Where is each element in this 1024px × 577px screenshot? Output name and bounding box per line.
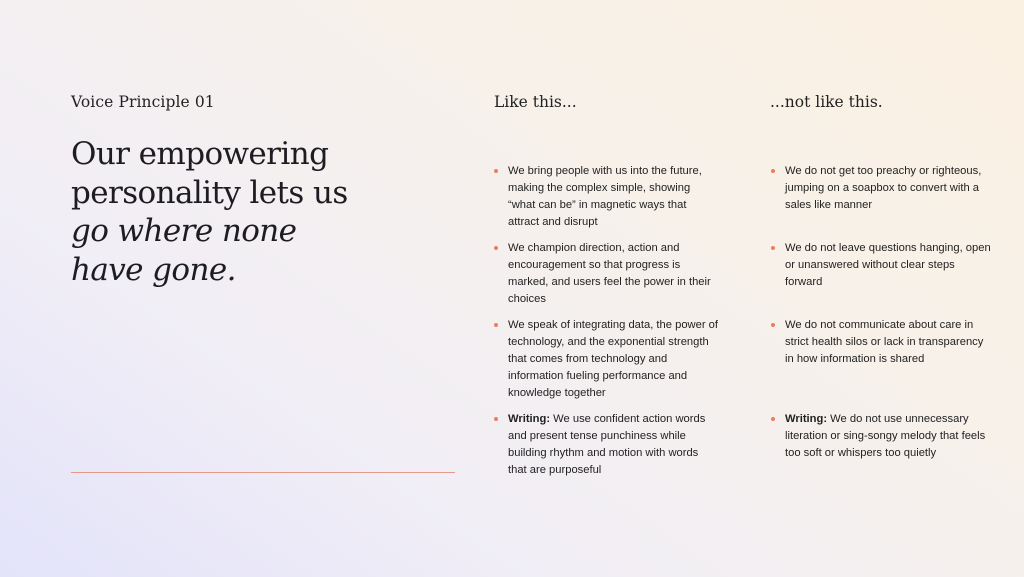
like-item	[494, 163, 720, 231]
bullet-icon	[494, 169, 498, 173]
principle-headline	[71, 135, 371, 289]
item-text: We use confident action words and present tense punchiness while building rhythm and motion with words that are purposeful	[508, 413, 706, 476]
bullet-icon	[771, 417, 775, 421]
not-like-item	[771, 163, 995, 214]
not-like-item	[771, 411, 995, 462]
item-text: We speak of integrating data, the power of technology, and the exponential strength that comes from technology and information fueling performance and knowledge together	[508, 319, 719, 399]
item-text: We do not use unnecessary literation or sing-songy melody that feels too soft or whispers too quietly	[785, 413, 986, 459]
bullet-icon	[771, 323, 775, 327]
headline-plain: Our empowering personality lets us	[71, 136, 348, 211]
bullet-icon	[771, 246, 775, 250]
section-divider	[71, 472, 455, 473]
like-item	[494, 411, 720, 479]
like-item	[494, 240, 720, 308]
item-text: We champion direction, action and encouragement so that progress is marked, and users feel the power in their choices	[508, 242, 711, 305]
item-text: We do not leave questions hanging, open or unanswered without clear steps forward	[785, 242, 991, 288]
item-text: We do not get too preachy or righteous, jumping on a soapbox to convert with a sales like manner	[785, 165, 982, 211]
voice-principle-eyebrow: Voice Principle 01	[71, 93, 215, 111]
item-prefix: Writing:	[508, 413, 551, 425]
like-item	[494, 317, 720, 402]
item-text: We bring people with us into the future, making the complex simple, showing “what can be” in magnetic ways that attract and disrupt	[508, 165, 702, 228]
item-text: We do not communicate about care in strict health silos or lack in transparency in how information is shared	[785, 319, 984, 365]
bullet-icon	[771, 169, 775, 173]
not-like-item	[771, 240, 995, 291]
not-like-this-heading: ...not like this.	[770, 93, 883, 111]
not-like-item	[771, 317, 995, 368]
like-this-heading: Like this...	[494, 93, 577, 111]
bullet-icon	[494, 417, 498, 421]
bullet-icon	[494, 246, 498, 250]
bullet-icon	[494, 323, 498, 327]
item-prefix: Writing:	[785, 413, 828, 425]
headline-italic: go where none have gone.	[71, 213, 297, 288]
